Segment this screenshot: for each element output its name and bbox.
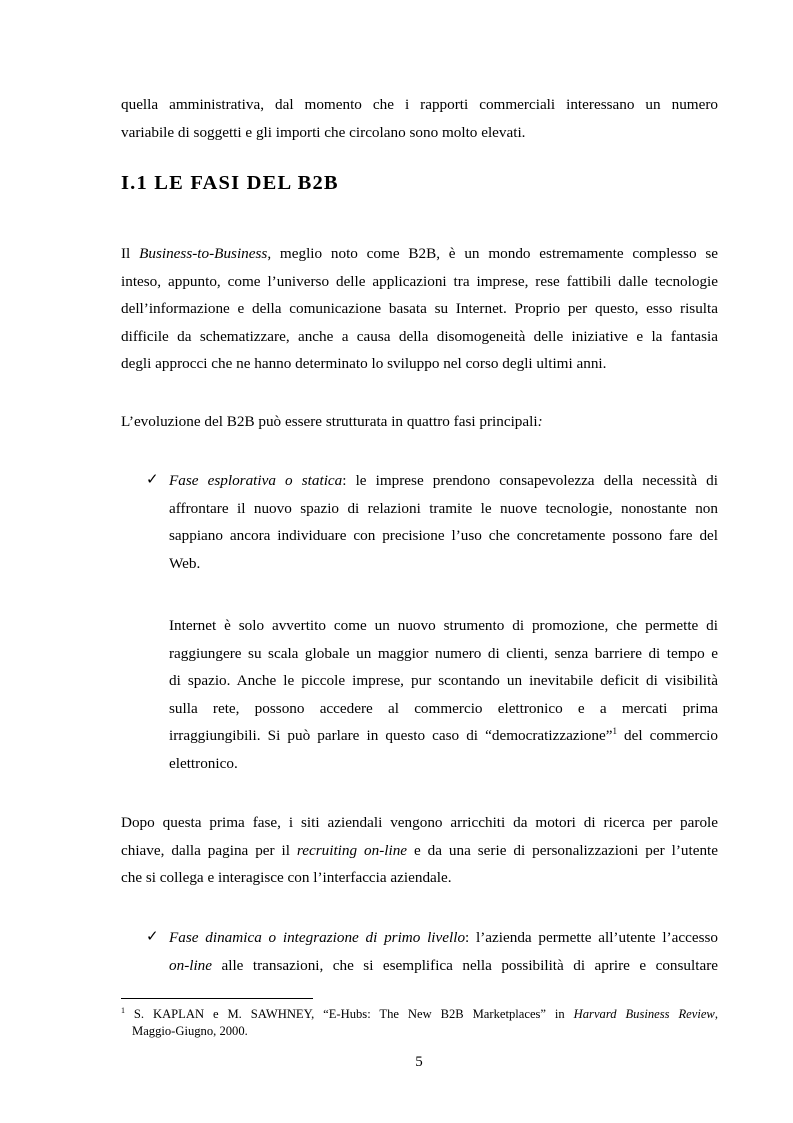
emphasis: Fase dinamica o integrazione di primo livello [169,929,466,946]
paragraph-internet-promotion [169,612,718,777]
text-line: Fase esplorativa o statica: le imprese prendono consapevolezza della necessità di [169,472,718,489]
text-line: degli approcci che ne hanno determinato lo sviluppo nel corso degli ultimi anni. [121,355,607,372]
text-line: raggiungere su scala globale un maggior numero di clienti, senza barriere di tempo e [169,644,718,662]
text-line: elettronico. [169,754,238,772]
text-line: variabile di soggetti e gli importi che circolano sono molto elevati. [121,123,526,141]
text-line: di spazio. Anche le piccole imprese, pur scontando un inevitabile deficit di visibilità [169,672,718,689]
text-line: Il Business-to-Business, meglio noto come B2B, è un mondo estremamente complesso se [121,245,718,262]
text-line: Dopo questa prima fase, i siti aziendali vengono arricchiti da motori di ricerca per parole [121,814,718,831]
text-line: inteso, appunto, come l’universo delle applicazioni tra imprese, rese fattibili dalle tecnologie [121,272,718,290]
paragraph-after-first-phase [121,809,718,892]
check-icon: ✓ [146,929,159,945]
footnote [121,1006,718,1040]
text-line: Internet è solo avvertito come un nuovo strumento di promozione, che permette di [169,617,718,634]
intro-paragraph [121,91,718,146]
paragraph-phases-intro [121,408,718,436]
emphasis: Harvard Business Review [573,1007,715,1021]
text-line: $^1$ S. KAPLAN e M. SAWHNEY, “E-Hubs: The New B2B Marketplaces” in Harvard Business Review, [121,1005,718,1021]
text-line: sulla rete, possono accedere al commercio elettronico e a mercati prima [169,699,718,717]
text-line: sappiano ancora individuare con precisione l’uso che concretamente possono fare del [169,527,718,544]
emphasis: on-line [169,956,213,974]
bullet-phase-exploratory [169,467,718,577]
footnote-number: 1 [121,1005,125,1015]
paragraph-b2b-definition [121,240,718,378]
text-line: irraggiungibili. Si può parlare in questo caso di “democratizzazione”$^1$ del commercio [169,725,718,744]
text-line: dell’informazione e della comunicazione basata su Internet. Proprio per questo, esso risulta [121,300,718,317]
text-line: difficile da schematizzare, anche a causa della disomogeneità delle iniziative e la fantasia [121,327,718,345]
footnote-ref[interactable]: 1 [612,725,617,736]
text-line: L’evoluzione del B2B può essere strutturata in quattro fasi principali: [121,413,543,430]
emphasis: Fase esplorativa o statica [169,472,343,489]
text-line: Web. [169,554,201,572]
check-icon: ✓ [146,472,159,488]
text-line: affrontare il nuovo spazio di relazioni tramite le nuove tecnologie, nonostante non [169,499,718,517]
text-line: quella amministrativa, dal momento che i rapporti commerciali interessano un numero [121,96,718,113]
emphasis: recruiting on-line [296,841,408,859]
footnote-divider [121,998,313,999]
page-number: 5 [415,1054,423,1070]
section-heading: I.1 LE FASI DEL B2B [121,172,339,194]
text-line: Fase dinamica o integrazione di primo livello: l’azienda permette all’utente l’accesso [169,929,718,946]
bullet-phase-dynamic [169,924,718,979]
text-line: Maggio-Giugno, 2000. [132,1024,248,1038]
text-line: on-line alle transazioni, che si esemplifica nella possibilità di aprire e consultare [169,956,718,974]
emphasis: Business-to-Business [139,245,268,262]
text-line: che si collega e interagisce con l’interfaccia aziendale. [121,869,452,886]
text-line: chiave, dalla pagina per il recruiting on-line e da una serie di personalizzazioni per l’utente [121,841,719,859]
